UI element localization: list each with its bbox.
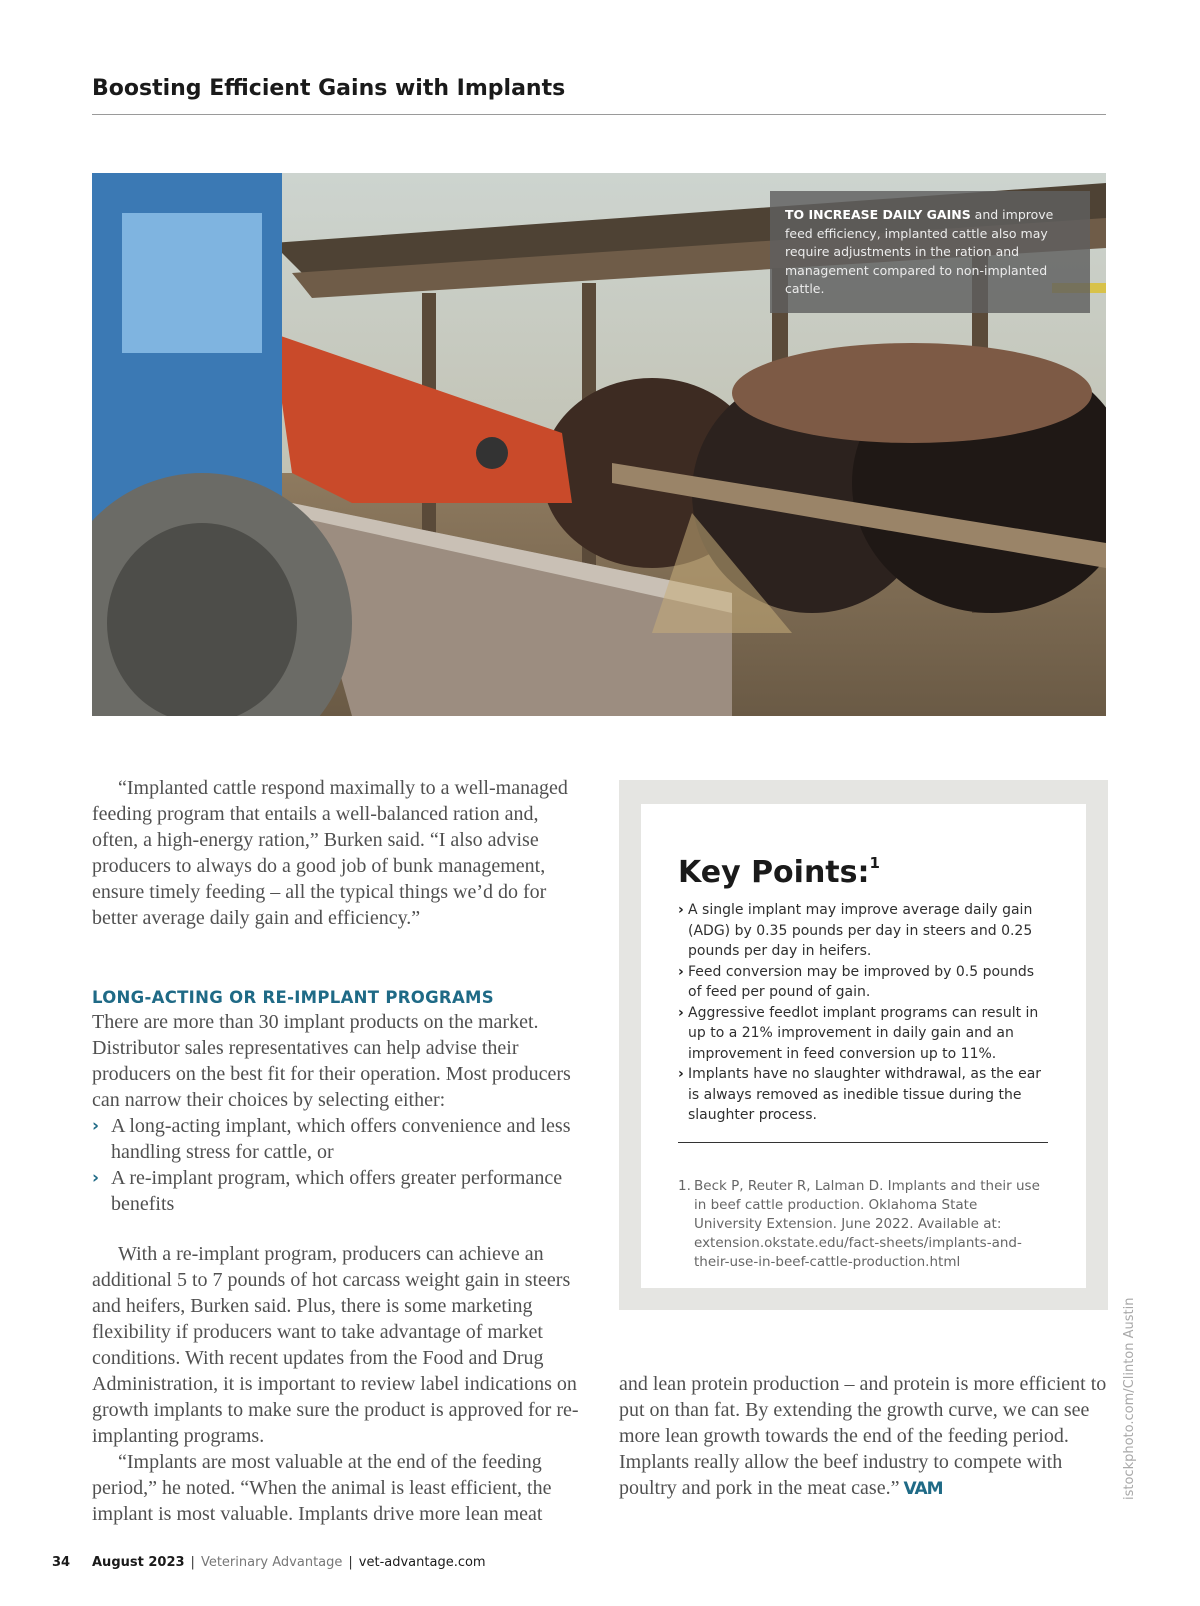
chevron-icon: › bbox=[678, 1004, 684, 1021]
body-text: and lean protein production – and protein is more efficient to put on than fat. By extending the growth curve, we can see more lean growth towards the end of the feeding period. Implants really allow the beef industry to compete with poultry and pork in the meat case.” bbox=[619, 1373, 1107, 1499]
list-item bbox=[92, 1165, 584, 1217]
chevron-icon: › bbox=[92, 1168, 100, 1188]
photo-credit: istockphoto.com/Clinton Austin bbox=[1122, 1297, 1137, 1500]
list-item bbox=[678, 1064, 1048, 1126]
section-heading: LONG-ACTING OR RE-IMPLANT PROGRAMS bbox=[92, 988, 494, 1007]
photo-caption bbox=[770, 191, 1090, 313]
left-column bbox=[92, 775, 584, 1527]
key-points-list bbox=[678, 900, 1048, 1126]
body-paragraph: “Implanted cattle respond maximally to a well-managed feeding program that entails a well-balanced ration and, often, a high-energy ration,” Burken said. “I also advise producers to always do a good job of bunk management, ensure timely feeding – all the typical things we’d do for better average daily gain and efficiency.” bbox=[92, 777, 568, 929]
right-column bbox=[619, 1371, 1111, 1502]
footnote-marker: 1 bbox=[869, 854, 880, 872]
vam-logo: VAM bbox=[903, 1479, 943, 1499]
caption-lead: TO INCREASE DAILY GAINS bbox=[785, 207, 971, 222]
chevron-icon: › bbox=[678, 1066, 684, 1082]
key-points-title-text: Key Points: bbox=[678, 855, 870, 890]
issue-date: August 2023 bbox=[92, 1555, 185, 1570]
list-item bbox=[678, 900, 1048, 962]
key-points-panel bbox=[641, 804, 1086, 1288]
reference-number: 1. bbox=[678, 1177, 691, 1194]
chevron-icon: › bbox=[92, 1116, 100, 1136]
page-footer bbox=[52, 1555, 486, 1570]
page-title: Boosting Efficient Gains with Implants bbox=[92, 76, 566, 101]
key-points-title bbox=[678, 846, 1048, 890]
header-divider bbox=[92, 114, 1106, 115]
reference-text: Beck P, Reuter R, Lalman D. Implants and their use in beef cattle production. Oklahoma State University Extension. June 2022. Available at: extension.okstate.edu/fact-sheets/implants-and-their-use-in-beef-cattle-production.html bbox=[694, 1177, 1040, 1270]
list-item bbox=[678, 1003, 1048, 1065]
reference-note bbox=[678, 1177, 1048, 1272]
bullet-list bbox=[92, 1113, 584, 1217]
body-paragraph bbox=[619, 1371, 1111, 1502]
body-paragraph: “Implants are most valuable at the end of the feeding period,” he noted. “When the animal is least efficient, the implant is most valuable. Implants drive more lean meat bbox=[92, 1451, 552, 1525]
website-link[interactable]: vet-advantage.com bbox=[358, 1555, 486, 1570]
body-paragraph: There are more than 30 implant products on the market. Distributor sales representatives can help advise their producers on the best fit for their operation. Most producers can narrow their choices by selecting either: bbox=[92, 1011, 571, 1111]
body-paragraph: With a re-implant program, producers can achieve an additional 5 to 7 pounds of hot carcass weight gain in steers and heifers, Burken said. Plus, there is some marketing flexibility if producers want to take advantage of market conditions. With recent updates from the Food and Drug Administration, it is important to review label indications on growth implants to make sure the product is approved for re-implanting programs. bbox=[92, 1243, 579, 1447]
list-item bbox=[92, 1113, 584, 1165]
sidebar-divider bbox=[678, 1142, 1048, 1143]
caption-text: and improve feed efficiency, implanted cattle also may require adjustments in the ration and management compared to non-implanted cattle. bbox=[785, 207, 1054, 296]
list-item-text: Implants have no slaughter withdrawal, as the ear is always removed as inedible tissue during the slaughter process. bbox=[688, 1066, 1042, 1123]
list-item-text: A re-implant program, which offers greater performance benefits bbox=[111, 1167, 563, 1215]
footer-separator: | bbox=[348, 1555, 353, 1570]
chevron-icon: › bbox=[678, 902, 684, 918]
page-number: 34 bbox=[52, 1555, 71, 1570]
list-item-text: Feed conversion may be improved by 0.5 pounds of feed per pound of gain. bbox=[688, 963, 1034, 1000]
publication-name: Veterinary Advantage bbox=[200, 1555, 343, 1570]
list-item-text: A long-acting implant, which offers convenience and less handling stress for cattle, or bbox=[111, 1115, 571, 1163]
key-points-sidebar bbox=[619, 780, 1108, 1310]
list-item-text: Aggressive feedlot implant programs can result in up to a 21% improvement in daily gain and an improvement in feed conversion up to 11%. bbox=[688, 1004, 1039, 1062]
list-item bbox=[678, 962, 1048, 1003]
chevron-icon: › bbox=[678, 963, 684, 980]
footer-separator: | bbox=[190, 1555, 195, 1570]
list-item-text: A single implant may improve average daily gain (ADG) by 0.35 pounds per day in steers and 0.25 pounds per day in heifers. bbox=[688, 902, 1033, 959]
